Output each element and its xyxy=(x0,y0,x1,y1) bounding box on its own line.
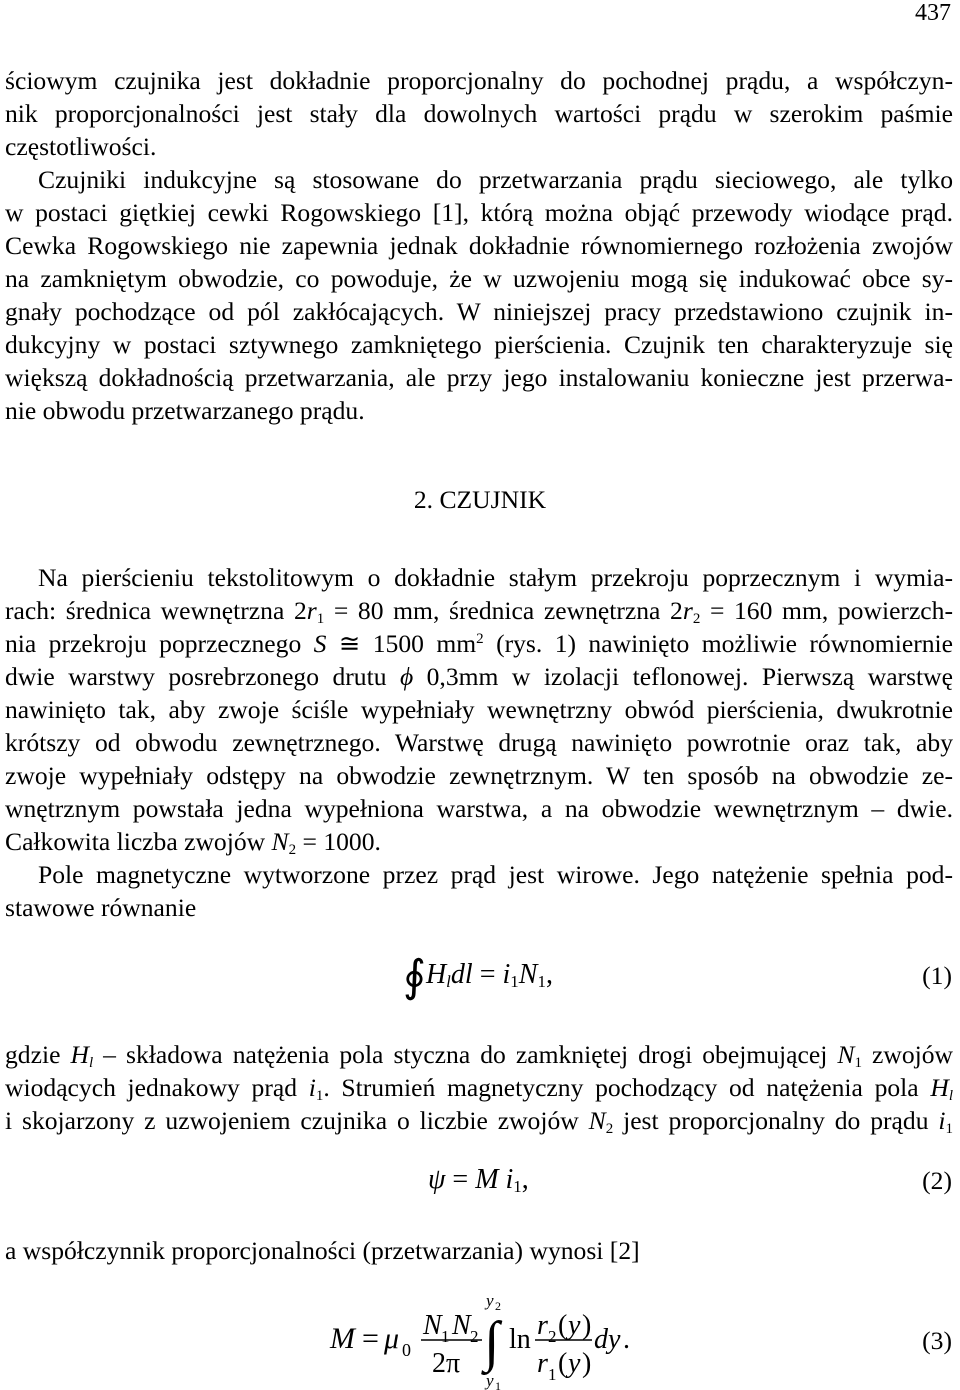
page-number: 437 xyxy=(915,0,951,26)
text-line: nia przekroju poprzecznego S ≅ 1500 $mm^2$ (rys. 1) nawinięto możliwie równomiernie xyxy=(5,629,953,658)
text-line: Pole magnetyczne wytworzone przez prąd jest wirowe. Jego natężenie spełnia pod- xyxy=(38,860,953,889)
text-line: wiodących jednakowy prąd $i_1$. Strumień magnetyczny pochodzący od natężenia pola $H_l$ xyxy=(5,1073,953,1104)
svg-text:r: r xyxy=(537,1310,548,1341)
svg-text:1: 1 xyxy=(548,1365,557,1384)
text-line: dukcyjny w postaci sztywnego zamkniętego pierścienia. Czujnik ten charakteryzuje się xyxy=(5,330,953,359)
integral-symbol: ∫ xyxy=(484,1311,500,1373)
svg-text:y: y xyxy=(568,1348,581,1379)
svg-text:N: N xyxy=(452,1310,471,1341)
text-line: Cewka Rogowskiego nie zapewnia jednak dokładnie równomiernego rozłożenia zwojów xyxy=(5,231,953,260)
svg-text:ln: ln xyxy=(509,1324,531,1355)
equation-number: (3) xyxy=(922,1326,952,1355)
svg-text:2: 2 xyxy=(495,1299,501,1313)
svg-text:y: y xyxy=(486,1291,494,1310)
approx-symbol: ≅ xyxy=(338,629,361,658)
svg-text:(: ( xyxy=(558,1310,568,1341)
text-line: krótszy od obwodu zewnętrznego. Warstwę drugą nawinięto powrotnie oraz tak, aby xyxy=(5,728,953,757)
svg-text:N: N xyxy=(423,1310,442,1341)
equation-3-svg xyxy=(0,1290,960,1390)
text-line: rach: średnica wewnętrzna $2r_1 = 80$ mm, średnica zewnętrzna $2r_2 = 160$ mm, powierzch- xyxy=(5,596,953,627)
svg-text:y: y xyxy=(568,1310,581,1341)
equation-1-body: $∮H_ldl = i_1N_1$, xyxy=(403,952,553,1001)
text-line: stawowe równanie xyxy=(5,893,197,922)
text-line: na zamkniętym obwodzie, co powoduje, że w uzwojeniu mogą się indukować obce sy- xyxy=(5,264,953,293)
equation-2-body: ψ = M $i_1$, xyxy=(428,1164,529,1196)
text-line: gdzie $H_l$ – składowa natężenia pola styczna do zamkniętej drogi obejmującej $N_1$ zwojów xyxy=(5,1040,954,1071)
svg-text:y: y xyxy=(486,1371,494,1390)
svg-text:1: 1 xyxy=(495,1379,501,1390)
svg-text:μ: μ xyxy=(384,1322,400,1355)
text-line: nie obwodu przetwarzanego prądu. xyxy=(5,396,365,425)
svg-text:): ) xyxy=(582,1348,592,1379)
text-line: gnały pochodzące od pól zakłócających. W niniejszej pracy przedstawiono czujnik in- xyxy=(5,297,953,326)
svg-text:2π: 2π xyxy=(432,1348,461,1379)
diameter-symbol: ϕ xyxy=(399,662,414,691)
svg-text:0: 0 xyxy=(402,1340,411,1360)
section-heading: 2. CZUJNIK xyxy=(413,485,547,514)
text-line: i skojarzony z uzwojeniem czujnika o liczbie zwojów $N_2$ jest proporcjonalny do prądu $i_1$ xyxy=(5,1106,954,1137)
svg-text:2: 2 xyxy=(548,1327,557,1346)
text-line: a współczynnik proporcjonalności (przetwarzania) wynosi [2] xyxy=(5,1236,640,1265)
equation-number: (1) xyxy=(922,961,952,990)
svg-text:(: ( xyxy=(558,1348,568,1379)
svg-text:1: 1 xyxy=(441,1327,450,1346)
svg-text:=: = xyxy=(362,1322,379,1355)
svg-text:2: 2 xyxy=(470,1327,479,1346)
text-line: ściowym czujnika jest dokładnie proporcjonalny do pochodnej prądu, a współczyn- xyxy=(5,66,953,95)
svg-text:): ) xyxy=(582,1310,592,1341)
contour-integral-symbol: ∮ xyxy=(403,952,426,1001)
text-line: nik proporcjonalności jest stały dla dowolnych wartości prądu w szerokim paśmie xyxy=(5,99,953,128)
svg-text:M: M xyxy=(330,1322,355,1355)
text-line: wnętrznym powstała jedna wypełniona warstwa, a na obwodzie wewnętrznym – dwie. xyxy=(5,794,953,823)
equation-number: (2) xyxy=(922,1166,952,1195)
text-line: zwoje wypełniały odstępy na obwodzie zewnętrznym. W ten sposób na obwodzie ze- xyxy=(5,761,953,790)
text-line: nawinięto tak, aby zwoje ściśle wypełniały wewnętrzny obwód pierścienia, dwukrotnie xyxy=(5,695,953,724)
text-line: w postaci giętkiej cewki Rogowskiego [1], którą można objąć przewody wiodące prąd. xyxy=(5,198,953,227)
text-line: częstotliwości. xyxy=(5,132,157,161)
svg-text:dy: dy xyxy=(594,1324,621,1355)
svg-text:.: . xyxy=(623,1324,630,1355)
text-line: Czujniki indukcyjne są stosowane do przetwarzania prądu sieciowego, ale tylko xyxy=(38,165,953,194)
text-line: Całkowita liczba zwojów $N_2 = 1000$. xyxy=(5,827,381,858)
text-line: dwie warstwy posrebrzonego drutu ϕ 0,3mm w izolacji teflonowej. Pierwszą warstwę xyxy=(5,662,953,691)
svg-text:r: r xyxy=(537,1348,548,1379)
text-line: większą dokładnością przetwarzania, ale przy jego instalowaniu konieczne jest przerwa- xyxy=(5,363,953,392)
text-line: Na pierścieniu tekstolitowym o dokładnie stałym przekroju poprzecznym i wymia- xyxy=(38,563,953,592)
